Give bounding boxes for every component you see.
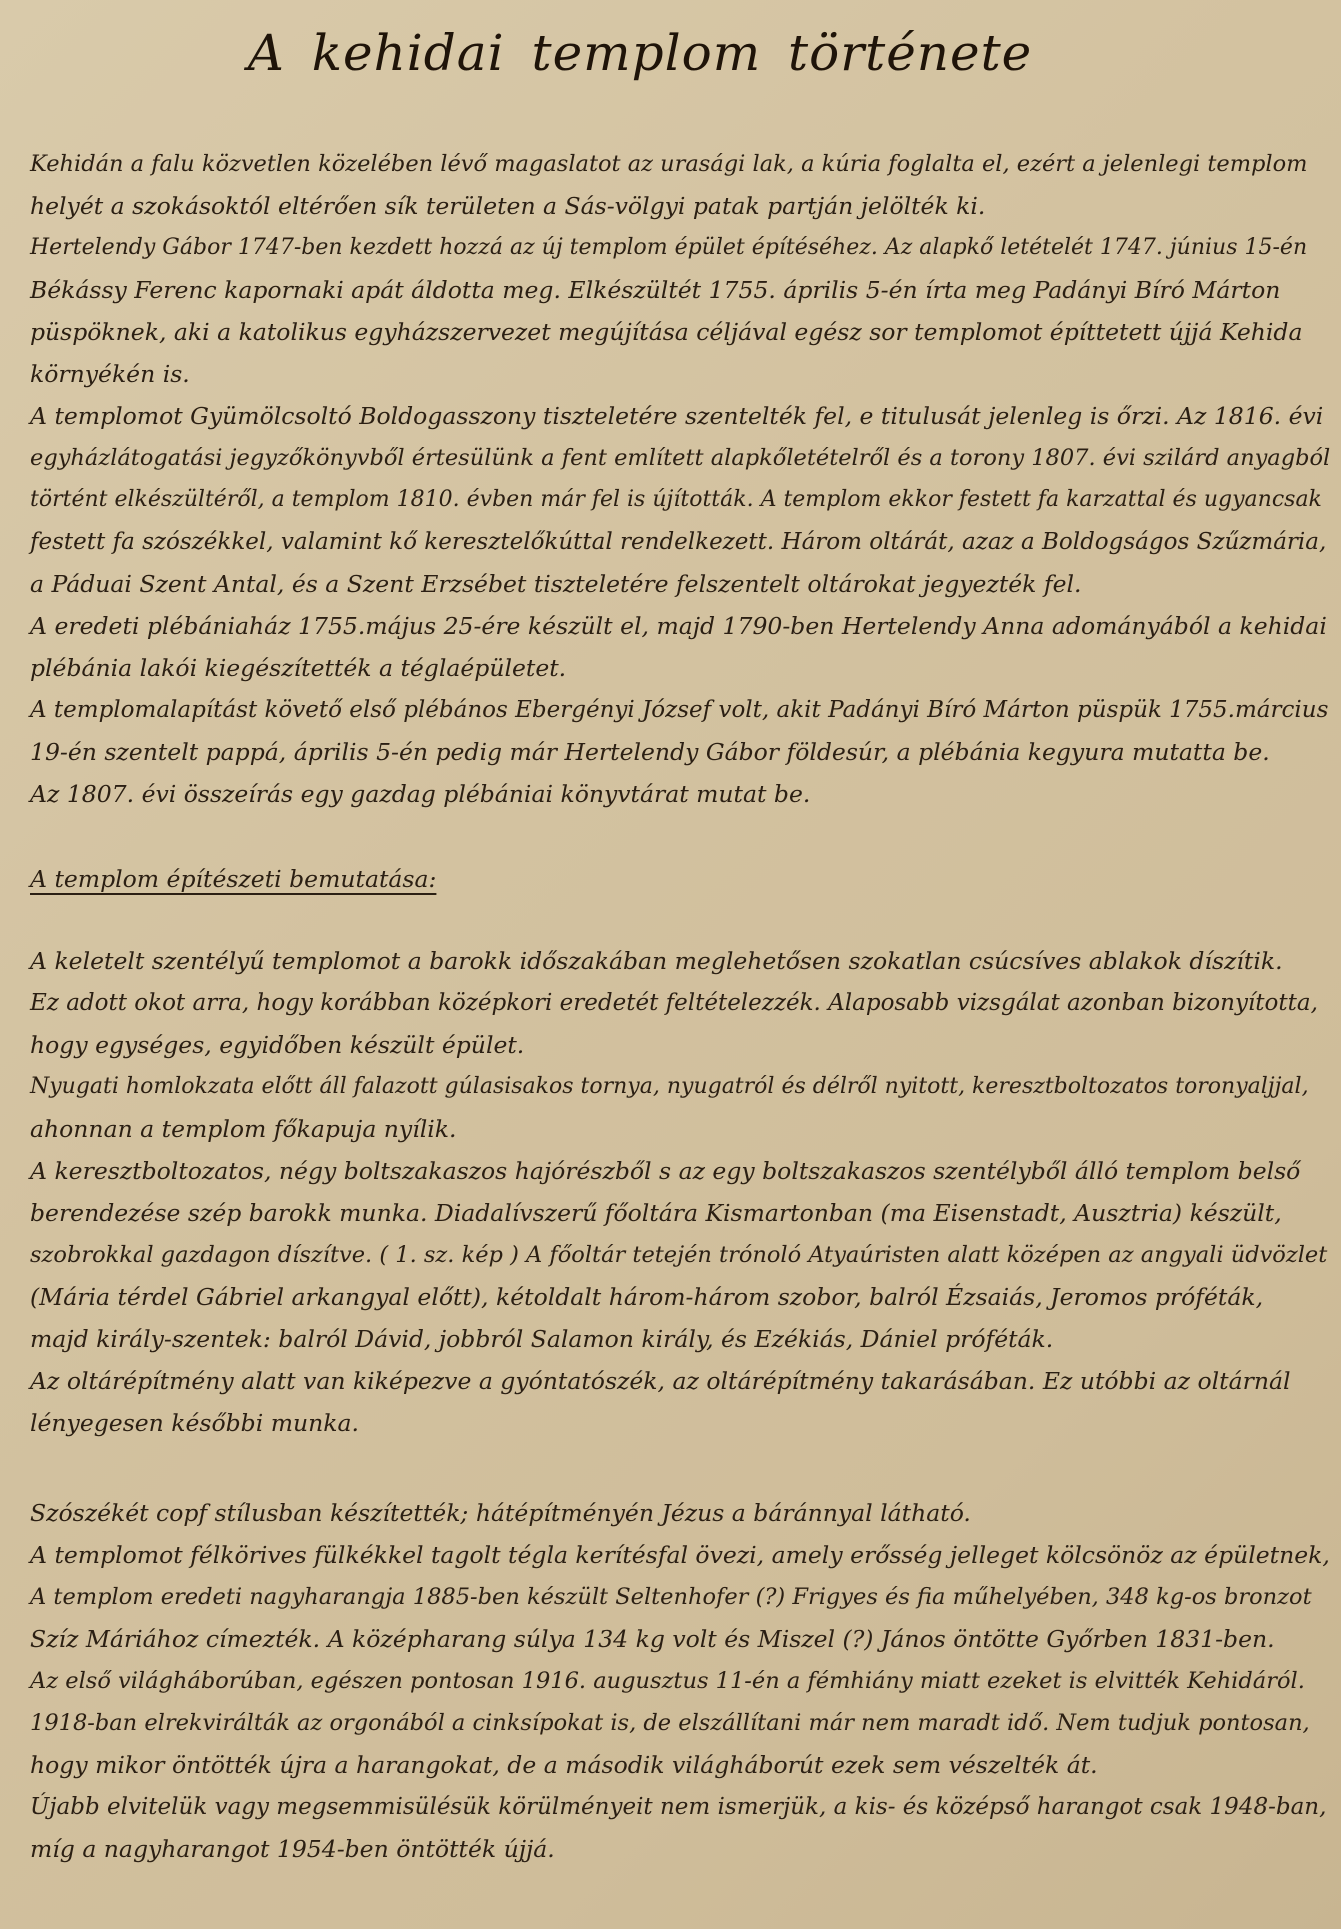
text-line: ahonnan a templom főkapuja nyílik. <box>30 1115 457 1143</box>
text-line: hogy egységes, egyidőben készült épület. <box>30 1031 525 1059</box>
text-line: Az oltárépítmény alatt van kiképezve a gyóntatószék, az oltárépítmény takarásában. Ez utóbbi az oltárnál <box>30 1367 1291 1395</box>
text-line: A templomalapítást követő első plébános Ebergényi József volt, akit Padányi Bíró Márton püspük 1755.március <box>30 697 1329 723</box>
text-line: A templom eredeti nagyharangja 1885-ben készült Seltenhofer (?) Frigyes és fia műhelyében, 348 kg-os bronzot <box>30 1584 1312 1610</box>
text-line: A keletelt szentélyű templomot a barokk időszakában meglehetősen szokatlan csúcsíves ablakok díszítik. <box>30 947 1283 975</box>
text-line: plébánia lakói kiegészítették a téglaépületet. <box>30 654 567 682</box>
text-line: (Mária térdel Gábriel arkangyal előtt), kétoldalt három-három szobor, balról Ézsaiás, Jeromos próféták, <box>30 1283 1264 1311</box>
text-line: 19-én szentelt pappá, április 5-én pedig már Hertelendy Gábor földesúr, a plébánia kegyura mutatta be. <box>30 738 1270 766</box>
text-line: majd király-szentek: balról Dávid, jobbról Salamon király, és Ezékiás, Dániel próféták. <box>30 1325 1054 1353</box>
text-line: Az 1807. évi összeírás egy gazdag plébániai könyvtárat mutat be. <box>30 780 811 808</box>
text-line: A templomot félkörives fülkékkel tagolt tégla kerítésfal övezi, amely erősség jelleget kölcsönöz az épületnek, <box>30 1541 1330 1569</box>
page-title: A kehidai templom története <box>247 24 1033 82</box>
text-line: püspöknek, aki a katolikus egyházszervezet megújítása céljával egész sor templomot építtetett újjá Kehida <box>30 318 1303 346</box>
text-line: Békássy Ferenc kapornaki apát áldotta meg. Elkészültét 1755. április 5-én írta meg Padányi Bíró Márton <box>30 276 1281 304</box>
text-line: lényegesen későbbi munka. <box>30 1409 359 1437</box>
text-line: festett fa szószékkel, valamint kő keresztelőkúttal rendelkezett. Három oltárát, azaz a Boldogságos Szűzmária, <box>30 529 1327 555</box>
text-line: A keresztboltozatos, négy boltszakaszos hajórészből s az egy boltszakaszos szentélyből álló templom belső <box>30 1157 1301 1185</box>
section-heading: A templom építészeti bemutatása: <box>30 865 437 893</box>
text-line: berendezése szép barokk munka. Diadalívszerű főoltára Kismartonban (ma Eisenstadt, Ausztria) készült, <box>30 1199 1282 1227</box>
text-line: helyét a szokásoktól eltérően sík területen a Sás-völgyi patak partján jelölték ki. <box>30 192 986 220</box>
text-line: Szószékét copf stílusban készítették; hátépítményén Jézus a báránnyal látható. <box>30 1499 971 1527</box>
text-line: környékén is. <box>30 360 190 388</box>
text-line: szobrokkal gazdagon díszítve. ( 1. sz. kép ) A főoltár tetején trónoló Atyaúristen alatt középen az angyali üdvözlet <box>30 1242 1328 1268</box>
text-line: Nyugati homlokzata előtt áll falazott gúlasisakos tornya, nyugatról és délről nyitott, keresztboltozatos toronyaljjal, <box>30 1074 1309 1099</box>
text-line: Kehidán a falu közvetlen közelében lévő magaslatot az urasági lak, a kúria foglalta el, ezért a jelenlegi templom <box>30 151 1308 177</box>
text-line: történt elkészültéről, a templom 1810. évben már fel is újították. A templom ekkor festett fa karzattal és ugyancsak <box>30 487 1322 512</box>
text-line: Újabb elvitelük vagy megsemmisülésük körülményeit nem ismerjük, a kis- és középső harangot csak 1948-ban, <box>30 1794 1327 1820</box>
text-line: Az első világháborúban, egészen pontosan 1916. augusztus 11-én a fémhiány miatt ezeket is elvitték Kehidáról. <box>30 1668 1305 1694</box>
text-line: A eredeti plébániaház 1755.május 25-ére készült el, majd 1790-ben Hertelendy Anna adományából a kehidai <box>30 612 1327 640</box>
text-line: Szíz Máriához címezték. A középharang súlya 134 kg volt és Miszel (?) János öntötte Győrben 1831-ben. <box>30 1625 1275 1653</box>
text-line: Hertelendy Gábor 1747-ben kezdett hozzá az új templom épület építéséhez. Az alapkő letételét 1747. június 15-én <box>30 235 1308 260</box>
text-line: 1918-ban elrekvirálták az orgonából a cinksípokat is, de elszállítani már nem maradt idő. Nem tudjuk pontosan, <box>30 1710 1310 1736</box>
text-line: A templomot Gyümölcsoltó Boldogasszony tiszteletére szentelték fel, e titulusát jelenleg is őrzi. Az 1816. évi <box>30 402 1324 430</box>
text-line: míg a nagyharangot 1954-ben öntötték újjá. <box>30 1835 555 1863</box>
text-line: hogy mikor öntötték újra a harangokat, de a második világháborút ezek sem vészelték át. <box>30 1751 1098 1779</box>
text-line: egyházlátogatási jegyzőkönyvből értesülünk a fent említett alapkőletételről és a torony 1807. évi szilárd anyagból <box>30 445 1331 471</box>
text-line: Ez adott okot arra, hogy korábban középkori eredetét feltételezzék. Alaposabb vizsgálat azonban bizonyította, <box>30 990 1318 1016</box>
text-line: a Páduai Szent Antal, és a Szent Erzsébet tiszteletére felszentelt oltárokat jegyezték fel. <box>30 570 1082 598</box>
